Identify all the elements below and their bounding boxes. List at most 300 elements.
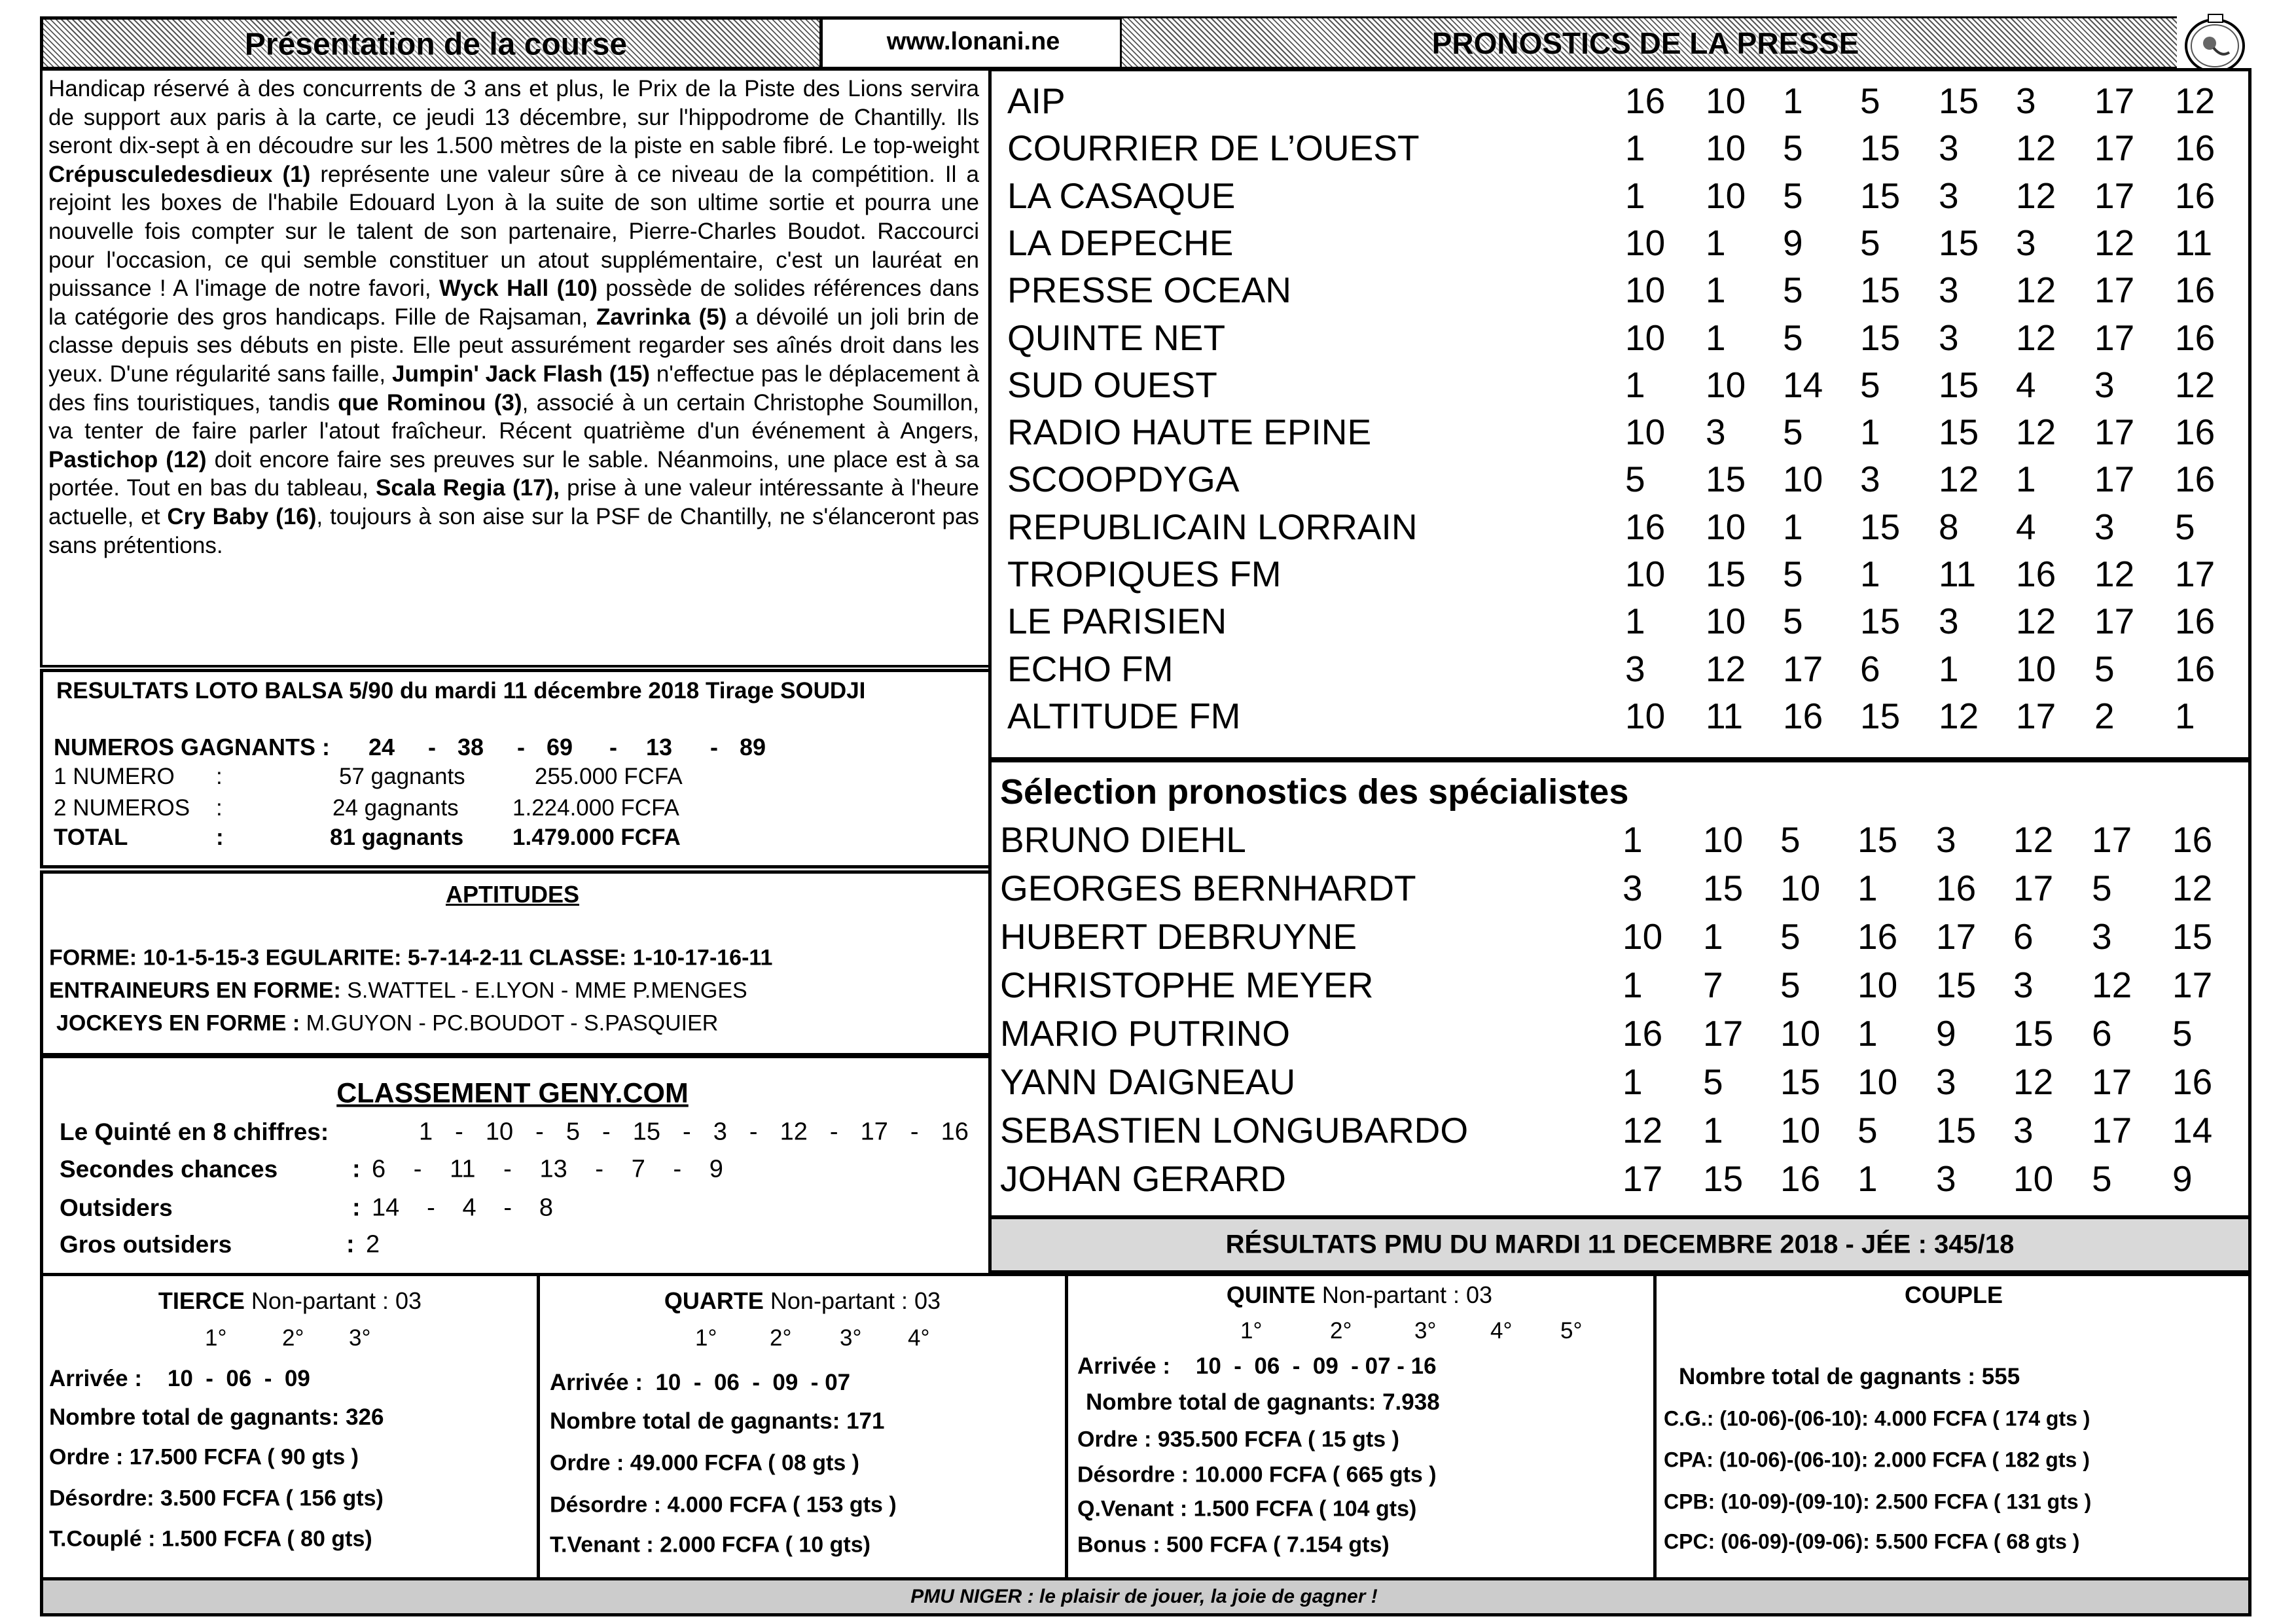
pick-number: 16 <box>1783 695 1823 736</box>
presse-source-name: RADIO HAUTE EPINE <box>1007 412 1372 453</box>
pick-number: 16 <box>2175 648 2215 689</box>
pick-number: 10 <box>1625 412 1666 453</box>
separator-dash: - <box>427 1194 435 1222</box>
presse-source-name: LE PARISIEN <box>1007 601 1227 642</box>
quinte-arrivee: Arrivée : 10 - 06 - 09 - 07 - 16 <box>1077 1353 1437 1379</box>
pick-number: 4 <box>2016 506 2036 547</box>
pick-number: 17 <box>2013 868 2054 908</box>
pick-number: 9 <box>1936 1013 1956 1054</box>
pick-number: 1 <box>1625 364 1645 405</box>
pick-number: 10 <box>1623 916 1663 957</box>
separator-dash: - <box>749 1118 758 1146</box>
pick-number: 15 <box>1703 868 1744 908</box>
pick-number: 16 <box>1857 916 1898 957</box>
specialist-name: YANN DAIGNEAU <box>1000 1061 1296 1102</box>
pick-number: 15 <box>1939 412 1979 453</box>
classement-label: Outsiders <box>60 1194 173 1221</box>
jockeys-label: JOCKEYS EN FORME : <box>56 1010 300 1036</box>
pick-number: 3 <box>2016 80 2036 121</box>
pick-number: 5 <box>1780 819 1801 860</box>
horse-name-highlight: que Rominou (3) <box>338 389 522 416</box>
pick-number: 15 <box>1939 222 1979 263</box>
pick-number: 17 <box>2016 695 2056 736</box>
pick-number: 17 <box>2172 965 2213 1005</box>
pick-number: 12 <box>2094 554 2135 594</box>
pick-number: 3 <box>1936 1158 1956 1199</box>
specialist-name: JOHAN GERARD <box>1000 1158 1286 1199</box>
loto-winning-label: NUMEROS GAGNANTS : <box>54 734 330 760</box>
quarte-name: QUARTE <box>664 1287 764 1314</box>
pick-number: 12 <box>2016 270 2056 311</box>
specialistes-title: Sélection pronostics des spécialistes <box>1000 772 1629 812</box>
loto-row-amount: 255.000 FCFA <box>535 764 683 789</box>
pick-number: 15 <box>1860 175 1901 216</box>
pick-number: 15 <box>1860 695 1901 736</box>
website-box <box>819 16 1123 70</box>
classement-colon: : <box>346 1230 355 1258</box>
classement-number: 13 <box>539 1155 567 1183</box>
presse-source-name: TROPIQUES FM <box>1007 554 1282 594</box>
pick-number: 10 <box>1857 1061 1898 1102</box>
presentation-text-segment: n'effectue pas le déplacement à des fins touristiques, tandis <box>48 361 979 416</box>
entraineurs-value: S.WATTEL - E.LYON - MME P.MENGES <box>340 978 747 1003</box>
place-label: 2° <box>282 1325 304 1351</box>
pick-number: 5 <box>1783 175 1803 216</box>
quinte-title <box>1227 1281 1492 1309</box>
pick-number: 11 <box>2175 222 2213 263</box>
pick-number: 12 <box>2016 317 2056 358</box>
place-label: 2° <box>770 1325 792 1351</box>
presse-source-name: QUINTE NET <box>1007 317 1226 358</box>
entraineurs-label: ENTRAINEURS EN FORME: <box>49 978 341 1003</box>
loto-winning-number: 69 <box>547 734 573 760</box>
couple-payout-line: CPC: (06-09)-(09-06): 5.500 FCFA ( 68 gts ) <box>1664 1529 2080 1554</box>
pick-number: 5 <box>2094 648 2115 689</box>
presse-source-name: ALTITUDE FM <box>1007 695 1241 736</box>
loto-winning-number: 24 <box>368 734 395 760</box>
pick-number: 1 <box>1860 412 1880 453</box>
pick-number: 15 <box>1706 554 1746 594</box>
presse-source-name: PRESSE OCEAN <box>1007 270 1292 311</box>
tierce-name: TIERCE <box>158 1287 245 1314</box>
separator-dash: - <box>602 1118 611 1146</box>
pick-number: 10 <box>1625 270 1666 311</box>
couple-payout-line: CPB: (10-09)-(09-10): 2.500 FCFA ( 131 gts ) <box>1664 1489 2092 1514</box>
classement-number: 12 <box>780 1118 808 1146</box>
pick-number: 5 <box>1860 80 1880 121</box>
classement-number: 10 <box>485 1118 514 1146</box>
loto-row-label: 1 NUMERO <box>54 764 175 789</box>
classement-number: 9 <box>709 1155 723 1183</box>
quarte-non-partant: Non-partant : 03 <box>763 1287 941 1314</box>
separator-dash: - <box>910 1118 919 1146</box>
loto-row-colon: : <box>216 825 224 850</box>
loto-winning-number: 89 <box>740 734 766 760</box>
separator-dash: - <box>829 1118 838 1146</box>
presse-source-name: LA DEPECHE <box>1007 222 1234 263</box>
tierce-title <box>158 1287 422 1315</box>
presse-source-name: SUD OUEST <box>1007 364 1217 405</box>
pick-number: 16 <box>2175 459 2215 500</box>
quinte-payout-line: Q.Venant : 1.500 FCFA ( 104 gts) <box>1077 1496 1417 1522</box>
loto-row-amount: 1.479.000 FCFA <box>512 825 681 850</box>
pick-number: 16 <box>1780 1158 1821 1199</box>
pick-number: 16 <box>1625 506 1666 547</box>
quinte-payout-line: Désordre : 10.000 FCFA ( 665 gts ) <box>1077 1462 1437 1488</box>
specialist-name: GEORGES BERNHARDT <box>1000 868 1416 908</box>
pick-number: 15 <box>1939 364 1979 405</box>
classement-values <box>419 1118 969 1147</box>
pick-number: 5 <box>1780 965 1801 1005</box>
pick-number: 17 <box>1623 1158 1663 1199</box>
pick-number: 5 <box>1783 270 1803 311</box>
pick-number: 5 <box>1783 128 1803 169</box>
website-link[interactable]: www.lonani.ne <box>886 27 1060 56</box>
aptitudes-jockeys <box>56 1011 718 1037</box>
aptitudes-title: APTITUDES <box>445 881 580 908</box>
pick-number: 3 <box>1939 175 1959 216</box>
classement-number: 4 <box>462 1194 476 1222</box>
pick-number: 12 <box>2016 175 2056 216</box>
pick-number: 12 <box>2016 412 2056 453</box>
pick-number: 5 <box>1783 601 1803 642</box>
pick-number: 12 <box>2016 601 2056 642</box>
pick-number: 17 <box>1936 916 1977 957</box>
pick-number: 10 <box>1706 80 1746 121</box>
presse-source-name: AIP <box>1007 80 1066 121</box>
quinte-non-partant: Non-partant : 03 <box>1315 1281 1493 1308</box>
presse-source-name: REPUBLICAIN LORRAIN <box>1007 506 1418 547</box>
pick-number: 17 <box>2094 459 2135 500</box>
place-label: 3° <box>349 1325 371 1351</box>
pick-number: 15 <box>1860 270 1901 311</box>
classement-values <box>372 1156 723 1184</box>
pick-number: 5 <box>1783 554 1803 594</box>
pick-number: 10 <box>1780 868 1821 908</box>
pick-number: 15 <box>2172 916 2213 957</box>
presentation-text-segment: Handicap réservé à des concurrents de 3 ans et plus, le Prix de la Piste des Lions servira de support aux paris à la carte, ce jeudi 13 décembre, sur l'hippodrome de Chantilly. Ils seront dix-sept à en découdre sur les 1.500 mètres de la piste en sable fibré. Le top-weight <box>48 76 979 159</box>
classement-values <box>372 1194 553 1222</box>
pick-number: 16 <box>1936 868 1977 908</box>
classement-number: 6 <box>372 1155 386 1183</box>
pick-number: 1 <box>1783 80 1803 121</box>
pick-number: 16 <box>2175 175 2215 216</box>
pick-number: 5 <box>1857 1110 1878 1150</box>
pick-number: 16 <box>2175 412 2215 453</box>
pick-number: 3 <box>1706 412 1726 453</box>
pick-number: 3 <box>2094 364 2115 405</box>
pick-number: 3 <box>1939 128 1959 169</box>
pick-number: 12 <box>2013 819 2054 860</box>
pick-number: 5 <box>1703 1061 1723 1102</box>
presse-source-name: LA CASAQUE <box>1007 175 1236 216</box>
place-label: 5° <box>1560 1318 1583 1344</box>
pick-number: 5 <box>1860 222 1880 263</box>
pick-number: 14 <box>1783 364 1823 405</box>
pick-number: 10 <box>1706 506 1746 547</box>
classement-number: 7 <box>631 1155 645 1183</box>
pick-number: 9 <box>2172 1158 2193 1199</box>
pick-number: 1 <box>1623 819 1643 860</box>
classement-title: CLASSEMENT GENY.COM <box>336 1077 689 1109</box>
pick-number: 17 <box>2092 819 2132 860</box>
pick-number: 17 <box>2094 80 2135 121</box>
pick-number: 15 <box>1706 459 1746 500</box>
pick-number: 6 <box>2013 916 2034 957</box>
tierce-non-partant: Non-partant : 03 <box>244 1287 422 1314</box>
pick-number: 5 <box>2175 506 2195 547</box>
pick-number: 12 <box>2094 222 2135 263</box>
pick-number: 3 <box>1936 1061 1956 1102</box>
pick-number: 3 <box>1623 868 1643 908</box>
pick-number: 1 <box>1625 175 1645 216</box>
presentation-title: Présentation de la course <box>244 27 628 62</box>
pick-number: 16 <box>2175 270 2215 311</box>
pick-number: 1 <box>1857 1013 1878 1054</box>
presentation-text-segment: doit encore faire ses preuves sur le sable. Néanmoins, une place est à sa portée. Tout en bas du tableau, <box>48 446 979 501</box>
horse-name-highlight: Zavrinka (5) <box>596 304 727 330</box>
pmu-results-title: RÉSULTATS PMU DU MARDI 11 DECEMBRE 2018 - JÉE : 345/18 <box>1225 1230 2015 1259</box>
quarte-title <box>664 1287 941 1315</box>
separator-dash: - <box>595 1155 604 1183</box>
pick-number: 3 <box>1939 601 1959 642</box>
pick-number: 9 <box>1783 222 1803 263</box>
classement-number: 15 <box>632 1118 660 1146</box>
tierce-payout-line: T.Couplé : 1.500 FCFA ( 80 gts) <box>49 1526 372 1552</box>
horse-name-highlight: Jumpin' Jack Flash (15) <box>392 361 650 387</box>
pick-number: 12 <box>1939 695 1979 736</box>
pick-number: 17 <box>2092 1110 2132 1150</box>
pick-number: 1 <box>1625 128 1645 169</box>
separator-dash: - <box>503 1155 512 1183</box>
pick-number: 1 <box>1860 554 1880 594</box>
specialist-name: MARIO PUTRINO <box>1000 1013 1291 1054</box>
pick-number: 5 <box>2092 868 2112 908</box>
loto-row-winners: 57 gagnants <box>339 764 465 789</box>
classement-values <box>366 1231 394 1259</box>
pick-number: 10 <box>1706 364 1746 405</box>
pick-number: 10 <box>1783 459 1823 500</box>
classement-number: 2 <box>366 1230 380 1258</box>
tierce-payout-line: Ordre : 17.500 FCFA ( 90 gts ) <box>49 1444 359 1470</box>
separator-dash: - <box>609 734 617 760</box>
presentation-text-segment: représente une valeur sûre à ce niveau de la compétition. Il a rejoint les boxes de l'habile Edouard Lyon à la suite de son ultime sortie et pourra une nouvelle fois compter sur le talent de son partenaire, Pierre-Charles Boudot. Raccourci pour l'occasion, ce qui semble constituer un atout supplémentaire, c'est un lauréat en puissance ! A l'image de notre favori, <box>48 161 979 302</box>
pronostics-title: PRONOSTICS DE LA PRESSE <box>1431 26 1859 60</box>
presentation-text-segment: prise à une valeur intéressante à l'heure actuelle, et <box>48 475 979 529</box>
place-label: 3° <box>1414 1318 1437 1344</box>
tierce-payout-line: Désordre: 3.500 FCFA ( 156 gts) <box>49 1486 384 1511</box>
pick-number: 12 <box>2175 80 2215 121</box>
classement-number: 3 <box>713 1118 727 1146</box>
pick-number: 15 <box>1780 1061 1821 1102</box>
pick-number: 16 <box>2175 601 2215 642</box>
classement-label: Le Quinté en 8 chiffres: <box>60 1118 329 1145</box>
couple-total-winners: Nombre total de gagnants : 555 <box>1679 1364 2020 1389</box>
place-label: 4° <box>1490 1318 1513 1344</box>
loto-winning-number: 38 <box>457 734 484 760</box>
place-label: 2° <box>1330 1318 1352 1344</box>
pick-number: 12 <box>1706 648 1746 689</box>
couple-payout-line: C.G.: (10-06)-(06-10): 4.000 FCFA ( 174 gts ) <box>1664 1406 2090 1431</box>
pick-number: 1 <box>1706 270 1726 311</box>
pick-number: 16 <box>2175 128 2215 169</box>
loto-row-winners: 81 gagnants <box>330 825 464 850</box>
pick-number: 17 <box>2094 412 2135 453</box>
separator-dash: - <box>413 1155 422 1183</box>
presentation-text-segment: , associé à un certain Christophe Soumillon, va tenter de faire parler l'atout fraîcheur. Récent quatrième d'un événement à Angers, <box>48 389 979 444</box>
pick-number: 1 <box>1706 317 1726 358</box>
pick-number: 10 <box>1857 965 1898 1005</box>
separator-dash: - <box>535 1118 544 1146</box>
aptitudes-forme: FORME: 10-1-5-15-3 EGULARITE: 5-7-14-2-11 CLASSE: 1-10-17-16-11 <box>49 945 773 971</box>
presentation-text-segment: a dévoilé un joli brin de classe depuis ses débuts en piste. Elle peut assurément regarder ses aînés droit dans les yeux. D'une régularité sans faille, <box>48 304 979 387</box>
loto-row-label: 2 NUMEROS <box>54 795 190 821</box>
pick-number: 3 <box>2092 916 2112 957</box>
pick-number: 15 <box>1860 506 1901 547</box>
pick-number: 10 <box>1706 601 1746 642</box>
quarte-payout-line: Ordre : 49.000 FCFA ( 08 gts ) <box>550 1450 859 1476</box>
footer-slogan: PMU NIGER : le plaisir de jouer, la joie de gagner ! <box>910 1586 1378 1607</box>
pick-number: 16 <box>2172 1061 2213 1102</box>
pick-number: 16 <box>2175 317 2215 358</box>
pick-number: 1 <box>1623 965 1643 1005</box>
pick-number: 16 <box>2172 819 2213 860</box>
tierce-arrivee: Arrivée : 10 - 06 - 09 <box>49 1366 310 1391</box>
pick-number: 15 <box>1860 601 1901 642</box>
classement-colon: : <box>352 1194 361 1222</box>
pick-number: 5 <box>1783 317 1803 358</box>
pick-number: 15 <box>1936 965 1977 1005</box>
pick-number: 11 <box>1939 554 1977 594</box>
pick-number: 12 <box>2016 128 2056 169</box>
pick-number: 10 <box>2013 1158 2054 1199</box>
quinte-total-winners: Nombre total de gagnants: 7.938 <box>1086 1389 1440 1415</box>
lonani-seal-logo-icon <box>2182 12 2248 77</box>
classement-label: Secondes chances <box>60 1156 278 1183</box>
classement-number: 1 <box>419 1118 433 1146</box>
classement-number: 11 <box>450 1155 476 1183</box>
specialist-name: CHRISTOPHE MEYER <box>1000 965 1374 1005</box>
presentation-text-segment: , toujours à son aise sur la PSF de Chantilly, ne s'élanceront pas sans prétentions. <box>48 503 979 558</box>
quarte-payout-line: Désordre : 4.000 FCFA ( 153 gts ) <box>550 1492 897 1518</box>
couple-name: COUPLE <box>1904 1281 2003 1308</box>
pick-number: 3 <box>1625 648 1645 689</box>
separator-dash: - <box>503 1194 512 1222</box>
loto-row-amount: 1.224.000 FCFA <box>512 795 679 821</box>
pick-number: 15 <box>2013 1013 2054 1054</box>
pick-number: 1 <box>1857 868 1878 908</box>
pick-number: 12 <box>2013 1061 2054 1102</box>
pick-number: 5 <box>2172 1013 2193 1054</box>
pick-number: 5 <box>1860 364 1880 405</box>
tierce-total-winners: Nombre total de gagnants: 326 <box>49 1404 384 1430</box>
classement-label: Gros outsiders <box>60 1231 232 1258</box>
pick-number: 11 <box>1706 695 1744 736</box>
pick-number: 17 <box>2094 128 2135 169</box>
pick-number: 5 <box>2092 1158 2112 1199</box>
loto-row-label: TOTAL <box>54 825 128 850</box>
quarte-payout-line: T.Venant : 2.000 FCFA ( 10 gts) <box>550 1532 870 1558</box>
pick-number: 6 <box>2092 1013 2112 1054</box>
quarte-arrivee: Arrivée : 10 - 06 - 09 - 07 <box>550 1370 851 1395</box>
pick-number: 14 <box>2172 1110 2213 1150</box>
separator-dash: - <box>517 734 525 760</box>
pick-number: 10 <box>1625 222 1666 263</box>
pick-number: 3 <box>1936 819 1956 860</box>
pick-number: 15 <box>1860 317 1901 358</box>
classement-number: 14 <box>372 1194 400 1222</box>
classement-number: 5 <box>565 1118 580 1146</box>
pick-number: 5 <box>1780 916 1801 957</box>
pick-number: 1 <box>1625 601 1645 642</box>
pick-number: 1 <box>1706 222 1726 263</box>
pick-number: 17 <box>2175 554 2215 594</box>
pick-number: 15 <box>1857 819 1898 860</box>
place-label: 1° <box>695 1325 717 1351</box>
horse-name-highlight: Cry Baby (16) <box>167 503 317 529</box>
presentation-header <box>40 16 823 70</box>
pick-number: 10 <box>1625 695 1666 736</box>
specialist-name: BRUNO DIEHL <box>1000 819 1246 860</box>
loto-winning-number: 13 <box>646 734 673 760</box>
pick-number: 17 <box>2092 1061 2132 1102</box>
pick-number: 2 <box>2094 695 2115 736</box>
pick-number: 10 <box>1780 1110 1821 1150</box>
pick-number: 3 <box>2094 506 2115 547</box>
pick-number: 15 <box>1703 1158 1744 1199</box>
classement-number: 16 <box>941 1118 969 1146</box>
pick-number: 1 <box>1857 1158 1878 1199</box>
pick-number: 10 <box>1780 1013 1821 1054</box>
quinte-name: QUINTE <box>1226 1281 1316 1308</box>
horse-name-highlight: Wyck Hall (10) <box>439 276 598 302</box>
quarte-total-winners: Nombre total de gagnants: 171 <box>550 1408 885 1434</box>
pick-number: 15 <box>1936 1110 1977 1150</box>
pick-number: 1 <box>1783 506 1803 547</box>
separator-dash: - <box>683 1118 691 1146</box>
presse-source-name: COURRIER DE L’OUEST <box>1007 128 1420 169</box>
pick-number: 12 <box>2092 965 2132 1005</box>
specialist-name: SEBASTIEN LONGUBARDO <box>1000 1110 1469 1150</box>
presse-source-name: SCOOPDYGA <box>1007 459 1240 500</box>
place-label: 1° <box>205 1325 227 1351</box>
pick-number: 12 <box>2172 868 2213 908</box>
classement-number: 8 <box>539 1194 553 1222</box>
place-label: 3° <box>840 1325 862 1351</box>
pick-number: 1 <box>2016 459 2036 500</box>
couple-title <box>1905 1281 2003 1309</box>
aptitudes-entraineurs <box>49 978 747 1004</box>
pick-number: 16 <box>1625 80 1666 121</box>
pick-number: 17 <box>2094 270 2135 311</box>
pick-number: 10 <box>1625 317 1666 358</box>
pick-number: 12 <box>1623 1110 1663 1150</box>
loto-row-colon: : <box>216 795 223 821</box>
pick-number: 10 <box>2016 648 2056 689</box>
pick-number: 3 <box>1939 317 1959 358</box>
pick-number: 6 <box>1860 648 1880 689</box>
loto-row-colon: : <box>216 764 223 789</box>
separator-dash: - <box>455 1118 463 1146</box>
pick-number: 1 <box>1623 1061 1643 1102</box>
horse-name-highlight: Pastichop (12) <box>48 446 207 473</box>
pick-number: 1 <box>1939 648 1959 689</box>
pick-number: 17 <box>1783 648 1823 689</box>
pick-number: 3 <box>2016 222 2036 263</box>
quinte-payout-line: Ordre : 935.500 FCFA ( 15 gts ) <box>1077 1427 1399 1452</box>
pick-number: 10 <box>1703 819 1744 860</box>
pick-number: 1 <box>1703 1110 1723 1150</box>
